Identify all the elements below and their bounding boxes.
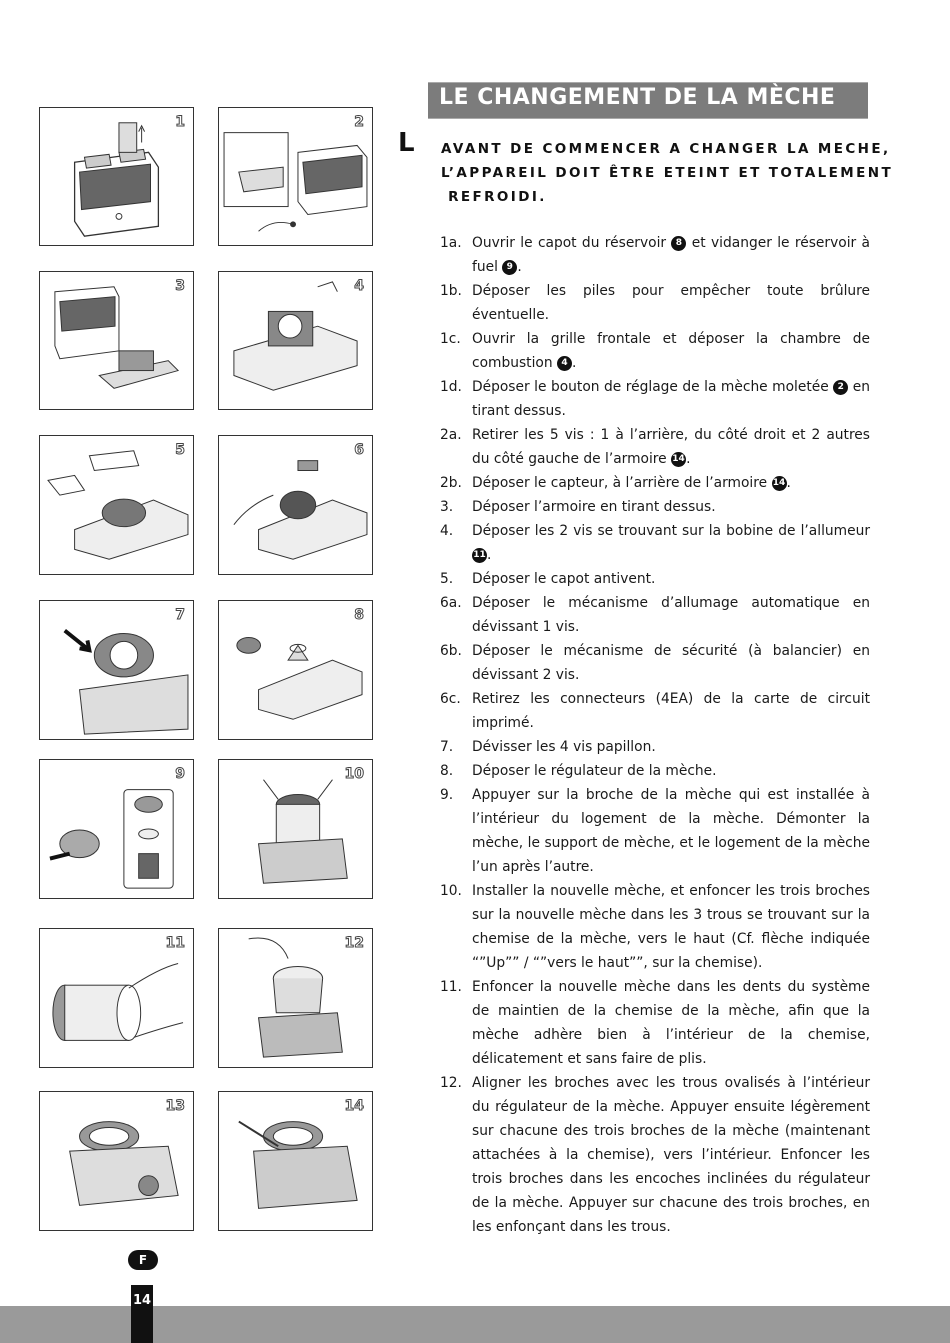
step-label: 6c. <box>440 691 461 707</box>
step-text: Déposer le capteur, à l’arrière de l’armoire 14. <box>472 475 791 491</box>
heater-figure-8 <box>219 601 372 739</box>
step-item <box>440 231 870 279</box>
step-label: 9. <box>440 787 454 803</box>
step-label: 6a. <box>440 595 462 611</box>
figure-9 <box>39 759 194 899</box>
reference-number-badge: 9 <box>502 260 517 275</box>
heater-figure-7 <box>40 601 193 739</box>
step-label: 1d. <box>440 379 462 395</box>
steps-list <box>440 231 870 1239</box>
figure-7 <box>39 600 194 740</box>
figure-number: 13 <box>165 1098 185 1114</box>
figure-2 <box>218 107 373 246</box>
step-item <box>440 687 870 735</box>
figure-number: 1 <box>175 114 185 130</box>
step-label: 5. <box>440 571 454 587</box>
heater-figure-2 <box>219 108 372 245</box>
section-title: LE CHANGEMENT DE LA MÈCHE <box>439 85 836 110</box>
figure-number: 2 <box>354 114 364 130</box>
step-label: 12. <box>440 1075 462 1091</box>
language-badge: F <box>128 1250 158 1270</box>
figure-11 <box>39 928 194 1068</box>
step-item <box>440 591 870 639</box>
figure-8 <box>218 600 373 740</box>
step-item <box>440 567 870 591</box>
step-label: 2a. <box>440 427 462 443</box>
step-item <box>440 519 870 567</box>
step-label: 10. <box>440 883 462 899</box>
reference-number-badge: 14 <box>772 476 787 491</box>
reference-number-badge: 2 <box>833 380 848 395</box>
step-text: Déposer le mécanisme de sécurité (à balancier) en dévissant 2 vis. <box>472 643 870 683</box>
warning-line: REFROIDI. <box>441 189 547 205</box>
step-label: 3. <box>440 499 454 515</box>
warning-line: AVANT DE COMMENCER A CHANGER LA MECHE, <box>441 141 891 157</box>
heater-figure-4 <box>219 272 372 409</box>
page-number: 14 <box>131 1285 153 1343</box>
figure-number: 6 <box>354 442 364 458</box>
step-text: Déposer les 2 vis se trouvant sur la bobine de l’allumeur 11. <box>472 523 870 563</box>
figure-12 <box>218 928 373 1068</box>
heater-figure-5 <box>40 436 193 574</box>
step-label: 7. <box>440 739 454 755</box>
step-label: 11. <box>440 979 462 995</box>
figure-number: 14 <box>344 1098 364 1114</box>
step-text: Déposer les piles pour empêcher toute brûlure éventuelle. <box>472 283 870 323</box>
figure-6 <box>218 435 373 575</box>
step-text: Retirez les connecteurs (4EA) de la carte de circuit imprimé. <box>472 691 870 731</box>
step-item <box>440 639 870 687</box>
step-text: Déposer le mécanisme d’allumage automatique en dévissant 1 vis. <box>472 595 870 635</box>
step-text: Ouvrir le capot du réservoir 8 et vidanger le réservoir à fuel 9 . <box>472 235 870 275</box>
step-text: Déposer le bouton de réglage de la mèche moletée 2 en tirant dessus. <box>472 379 870 419</box>
step-item <box>440 375 870 423</box>
step-text: Appuyer sur la broche de la mèche qui est installée à l’intérieur du logement de la mèche. Démonter la mèche, le support de mèche, et le logement de la mèche l’un après l’autre. <box>472 787 870 875</box>
reference-number-badge: 11 <box>472 548 487 563</box>
heater-figure-9 <box>40 760 193 898</box>
heater-figure-1 <box>40 108 193 245</box>
figure-14 <box>218 1091 373 1231</box>
figure-number: 12 <box>344 935 364 951</box>
step-item <box>440 471 870 495</box>
step-text: Retirer les 5 vis : 1 à l’arrière, du côté droit et 2 autres du côté gauche de l’armoire 14. <box>472 427 870 467</box>
reference-number-badge: 14 <box>671 452 686 467</box>
reference-number-badge: 8 <box>671 236 686 251</box>
step-item <box>440 735 870 759</box>
step-text: Déposer l’armoire en tirant dessus. <box>472 499 716 515</box>
figure-number: 4 <box>354 278 364 294</box>
figure-5 <box>39 435 194 575</box>
step-item <box>440 279 870 327</box>
step-item <box>440 495 870 519</box>
warning-text <box>441 137 894 209</box>
figure-3 <box>39 271 194 410</box>
heater-figure-3 <box>40 272 193 409</box>
step-label: 1c. <box>440 331 461 347</box>
step-text: Aligner les broches avec les trous ovalisés à l’intérieur du régulateur de la mèche. Appuyer ensuite légèrement sur chacune des trois broches de la mèche (maintenant attachées à la chemise), vers l’intérieur. Enfoncer les trois broches dans les encoches inclinées du régulateur de la mèche. Appuyer sur chacune des trois broches, en les enfonçant dans les trous. <box>472 1075 870 1235</box>
step-item <box>440 759 870 783</box>
step-label: 6b. <box>440 643 462 659</box>
figure-number: 7 <box>175 607 185 623</box>
heater-figure-6 <box>219 436 372 574</box>
step-label: 1a. <box>440 235 462 251</box>
step-label: 4. <box>440 523 454 539</box>
step-text: Ouvrir la grille frontale et déposer la chambre de combustion 4 . <box>472 331 870 371</box>
figure-13 <box>39 1091 194 1231</box>
step-item <box>440 975 870 1071</box>
language-letter: L <box>398 128 415 158</box>
step-item <box>440 783 870 879</box>
warning-line: L’APPAREIL DOIT ÊTRE ETEINT ET TOTALEMENT <box>441 165 894 181</box>
figure-number: 5 <box>175 442 185 458</box>
step-text: Enfoncer la nouvelle mèche dans les dents du système de maintien de la chemise de la mèche, afin que la mèche adhère bien à l’intérieur de la chemise, délicatement et sans faire de plis. <box>472 979 870 1067</box>
step-text: Dévisser les 4 vis papillon. <box>472 739 656 755</box>
step-label: 8. <box>440 763 454 779</box>
figure-1 <box>39 107 194 246</box>
figure-10 <box>218 759 373 899</box>
figure-4 <box>218 271 373 410</box>
step-text: Installer la nouvelle mèche, et enfoncer les trois broches sur la nouvelle mèche dans les 3 trous se trouvant sur la chemise de la mèche, vers le haut (Cf. flèche indiquée “”Up”” / “”vers le haut””, sur la chemise). <box>472 883 870 971</box>
step-label: 1b. <box>440 283 462 299</box>
figure-number: 3 <box>175 278 185 294</box>
figure-number: 9 <box>175 766 185 782</box>
figure-number: 11 <box>165 935 185 951</box>
step-label: 2b. <box>440 475 462 491</box>
reference-number-badge: 4 <box>557 356 572 371</box>
figure-number: 10 <box>344 766 364 782</box>
section-title-bar <box>428 82 868 119</box>
figure-number: 8 <box>354 607 364 623</box>
step-item <box>440 327 870 375</box>
step-text: Déposer le régulateur de la mèche. <box>472 763 717 779</box>
step-item <box>440 879 870 975</box>
step-item <box>440 423 870 471</box>
step-item <box>440 1071 870 1239</box>
step-text: Déposer le capot antivent. <box>472 571 656 587</box>
